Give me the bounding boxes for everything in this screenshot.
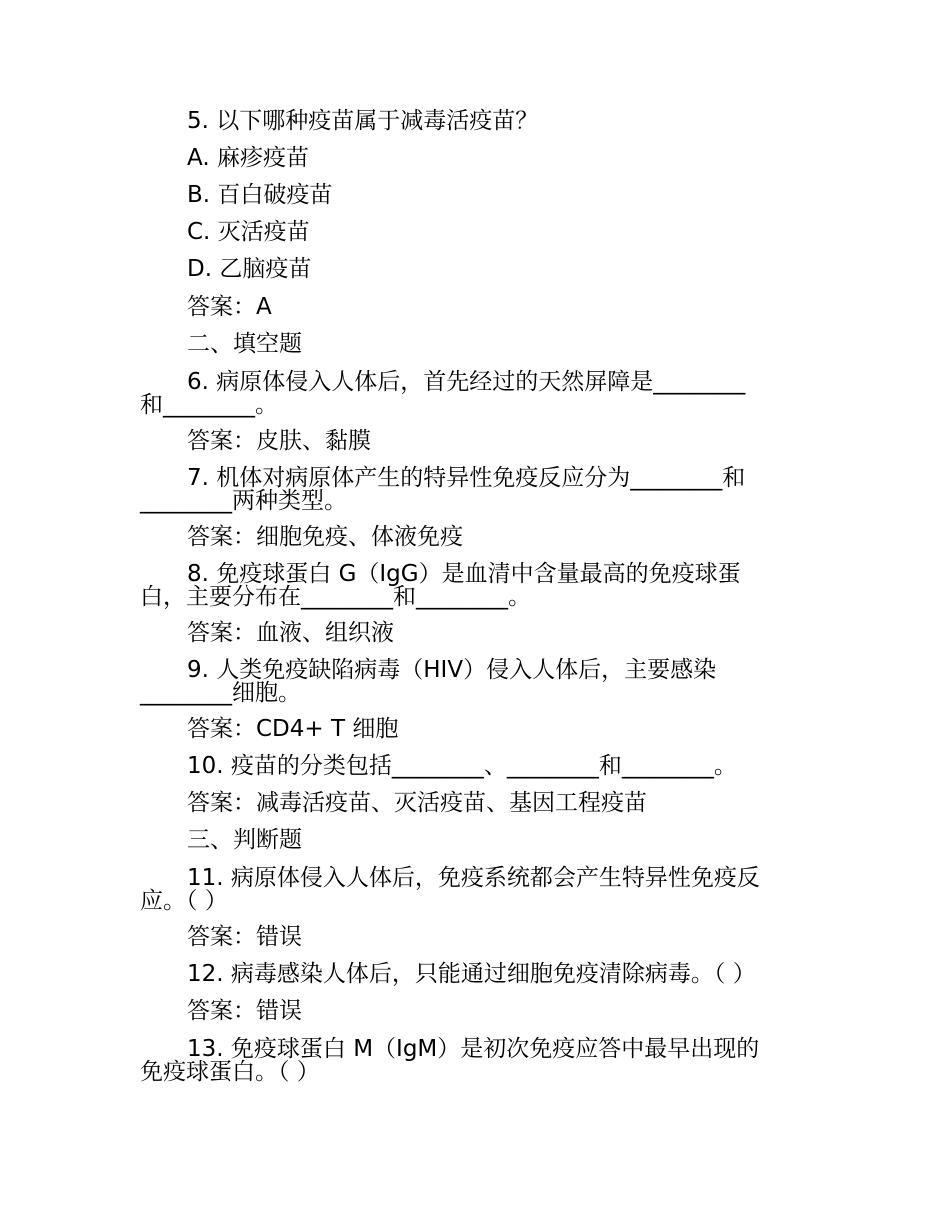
question-6-continued: 和________。 <box>140 392 278 418</box>
question-11-continued: 应。（ ） <box>140 888 228 914</box>
answer-5: 答案：A <box>187 294 272 320</box>
section-heading-fill-in: 二、填空题 <box>187 331 302 357</box>
question-8-continued: 白，主要分布在________和________。 <box>140 584 531 610</box>
question-9-continued: ________细胞。 <box>140 680 301 706</box>
question-10: 10. 疫苗的分类包括________、________和________。 <box>187 753 737 779</box>
option-a: A. 麻疹疫苗 <box>187 145 309 171</box>
question-12: 12. 病毒感染人体后，只能通过细胞免疫清除病毒。（ ） <box>187 961 756 987</box>
question-9: 9. 人类免疫缺陷病毒（HIV）侵入人体后，主要感染 <box>187 657 717 683</box>
question-8: 8. 免疫球蛋白 G（IgG）是血清中含量最高的免疫球蛋 <box>187 561 741 587</box>
option-c: C. 灭活疫苗 <box>187 219 310 245</box>
option-b: B. 百白破疫苗 <box>187 182 333 208</box>
question-7: 7. 机体对病原体产生的特异性免疫反应分为________和 <box>187 465 746 491</box>
question-13-continued: 免疫球蛋白。（ ） <box>140 1059 320 1085</box>
question-6: 6. 病原体侵入人体后，首先经过的天然屏障是________ <box>187 369 746 395</box>
answer-12: 答案：错误 <box>187 998 302 1024</box>
question-13: 13. 免疫球蛋白 M（IgM）是初次免疫应答中最早出现的 <box>187 1036 760 1062</box>
answer-9: 答案：CD4+ T 细胞 <box>187 716 399 742</box>
section-heading-true-false: 三、判断题 <box>187 827 302 853</box>
question-5: 5. 以下哪种疫苗属于减毒活疫苗？ <box>187 108 539 134</box>
question-11: 11. 病原体侵入人体后，免疫系统都会产生特异性免疫反 <box>187 865 760 891</box>
option-d: D. 乙脑疫苗 <box>187 256 312 282</box>
question-7-continued: ________两种类型。 <box>140 488 347 514</box>
answer-6: 答案：皮肤、黏膜 <box>187 428 371 454</box>
answer-11: 答案：错误 <box>187 924 302 950</box>
answer-8: 答案：血液、组织液 <box>187 620 394 646</box>
answer-10: 答案：减毒活疫苗、灭活疫苗、基因工程疫苗 <box>187 790 647 816</box>
answer-7: 答案：细胞免疫、体液免疫 <box>187 524 463 550</box>
